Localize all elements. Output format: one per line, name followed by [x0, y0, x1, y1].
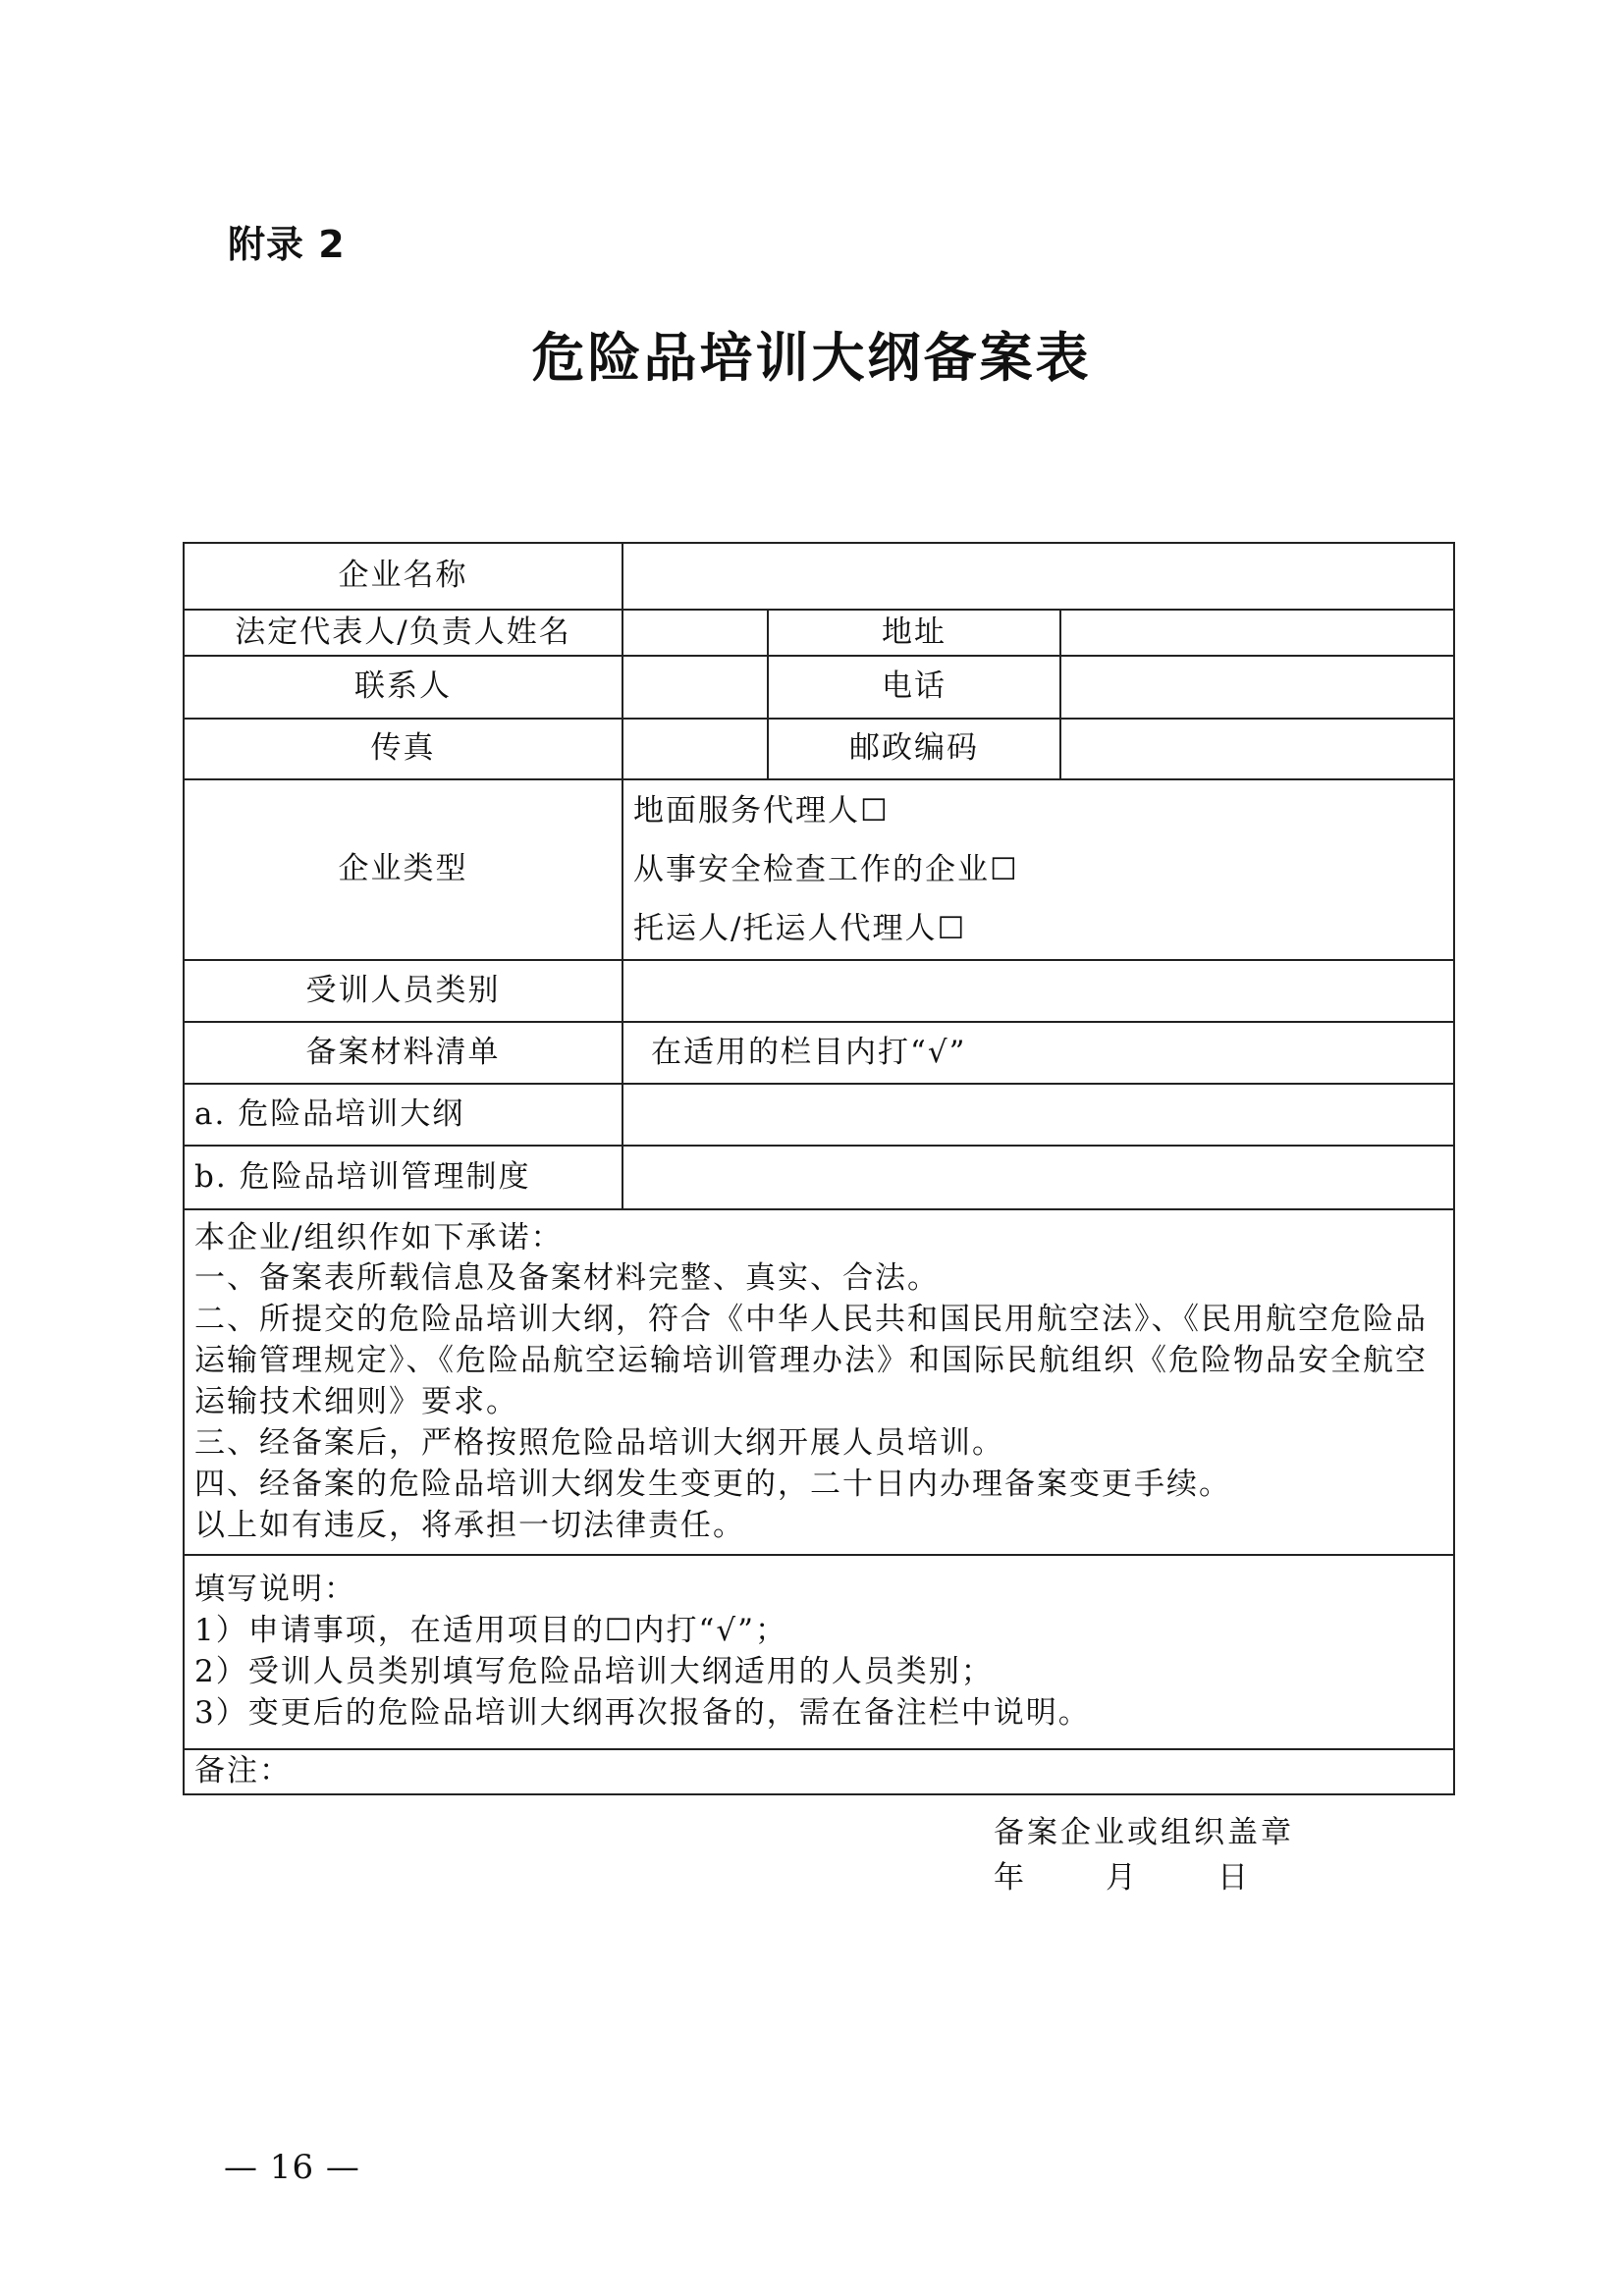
- commitment-item: 四、经备案的危险品培训大纲发生变更的，二十日内办理备案变更手续。: [194, 1466, 1231, 1502]
- filing-form-table: [183, 542, 1455, 1795]
- commitment-block: [184, 1209, 1454, 1555]
- instructions-item: 1）申请事项，在适用项目的☐内打“√”；: [194, 1613, 787, 1649]
- row-material-b: [184, 1146, 1454, 1209]
- row-materials-header: [184, 1022, 1454, 1084]
- appendix-label: 附录 2: [228, 223, 346, 266]
- phone-field[interactable]: [1060, 656, 1454, 719]
- fax-label: 传真: [184, 719, 622, 779]
- seal-area: [994, 1810, 1294, 1900]
- row-commitment: [184, 1209, 1454, 1555]
- row-trainee-category: [184, 960, 1454, 1022]
- company-type-label: 企业类型: [184, 779, 622, 960]
- row-legal-rep: [184, 610, 1454, 656]
- row-remarks: [184, 1749, 1454, 1794]
- trainee-category-field[interactable]: [622, 960, 1454, 1022]
- remarks-field[interactable]: [184, 1749, 1454, 1794]
- date-line: [994, 1855, 1294, 1900]
- fax-field[interactable]: [622, 719, 768, 779]
- postcode-field[interactable]: [1060, 719, 1454, 779]
- instructions-item: 3）变更后的危险品培训大纲再次报备的，需在备注栏中说明。: [194, 1694, 1091, 1731]
- company-type-option-security-check[interactable]: 从事安全检查工作的企业☐: [633, 852, 1019, 887]
- date-year: 年: [994, 1860, 1027, 1896]
- commitment-item: 三、经备案后，严格按照危险品培训大纲开展人员培训。: [194, 1424, 1004, 1461]
- row-material-a: [184, 1084, 1454, 1146]
- row-contact: [184, 656, 1454, 719]
- commitment-heading: 本企业/组织作如下承诺：: [194, 1219, 564, 1255]
- company-name-field[interactable]: [622, 543, 1454, 610]
- material-a-label: a. 危险品培训大纲: [184, 1084, 622, 1146]
- trainee-category-label: 受训人员类别: [184, 960, 622, 1022]
- instructions-item: 2）受训人员类别填写危险品培训大纲适用的人员类别；: [194, 1654, 994, 1689]
- material-b-checkbox-field[interactable]: [622, 1146, 1454, 1209]
- legal-rep-field[interactable]: [622, 610, 768, 656]
- page-title: 危险品培训大纲备案表: [531, 327, 1092, 389]
- address-label: 地址: [768, 610, 1060, 656]
- phone-label: 电话: [768, 656, 1060, 719]
- company-type-options: [622, 779, 1454, 960]
- remarks-label: 备注：: [194, 1753, 292, 1789]
- row-company-name: [184, 543, 1454, 610]
- commitment-item: 一、备案表所载信息及备案材料完整、真实、合法。: [194, 1260, 940, 1297]
- commitment-closing: 以上如有违反，将承担一切法律责任。: [194, 1507, 745, 1543]
- commitment-item: 二、所提交的危险品培训大纲，符合《中华人民共和国民用航空法》、《民用航空危险品运输管理规定》、《危险品航空运输培训管理办法》和国际民航组织《危险物品安全航空运输技术细则》要求。: [194, 1302, 1428, 1419]
- contact-field[interactable]: [622, 656, 768, 719]
- material-b-label: b. 危险品培训管理制度: [184, 1146, 622, 1209]
- materials-label: 备案材料清单: [184, 1022, 622, 1084]
- date-day: 日: [1217, 1860, 1251, 1896]
- material-a-checkbox-field[interactable]: [622, 1084, 1454, 1146]
- company-name-label: 企业名称: [184, 543, 622, 610]
- legal-rep-label: 法定代表人/负责人姓名: [184, 610, 622, 656]
- instructions-block: [184, 1555, 1454, 1749]
- seal-label: 备案企业或组织盖章: [994, 1815, 1294, 1850]
- company-type-option-shipper[interactable]: 托运人/托运人代理人☐: [633, 911, 967, 946]
- materials-hint: 在适用的栏目内打“√”: [651, 1034, 967, 1070]
- row-instructions: [184, 1555, 1454, 1749]
- row-fax: [184, 719, 1454, 779]
- contact-label: 联系人: [184, 656, 622, 719]
- instructions-heading: 填写说明：: [194, 1572, 356, 1608]
- postcode-label: 邮政编码: [768, 719, 1060, 779]
- page-number: — 16 —: [224, 2148, 360, 2187]
- company-type-option-ground-agent[interactable]: 地面服务代理人☐: [633, 793, 890, 828]
- date-month: 月: [1106, 1860, 1139, 1896]
- row-company-type: [184, 779, 1454, 960]
- address-field[interactable]: [1060, 610, 1454, 656]
